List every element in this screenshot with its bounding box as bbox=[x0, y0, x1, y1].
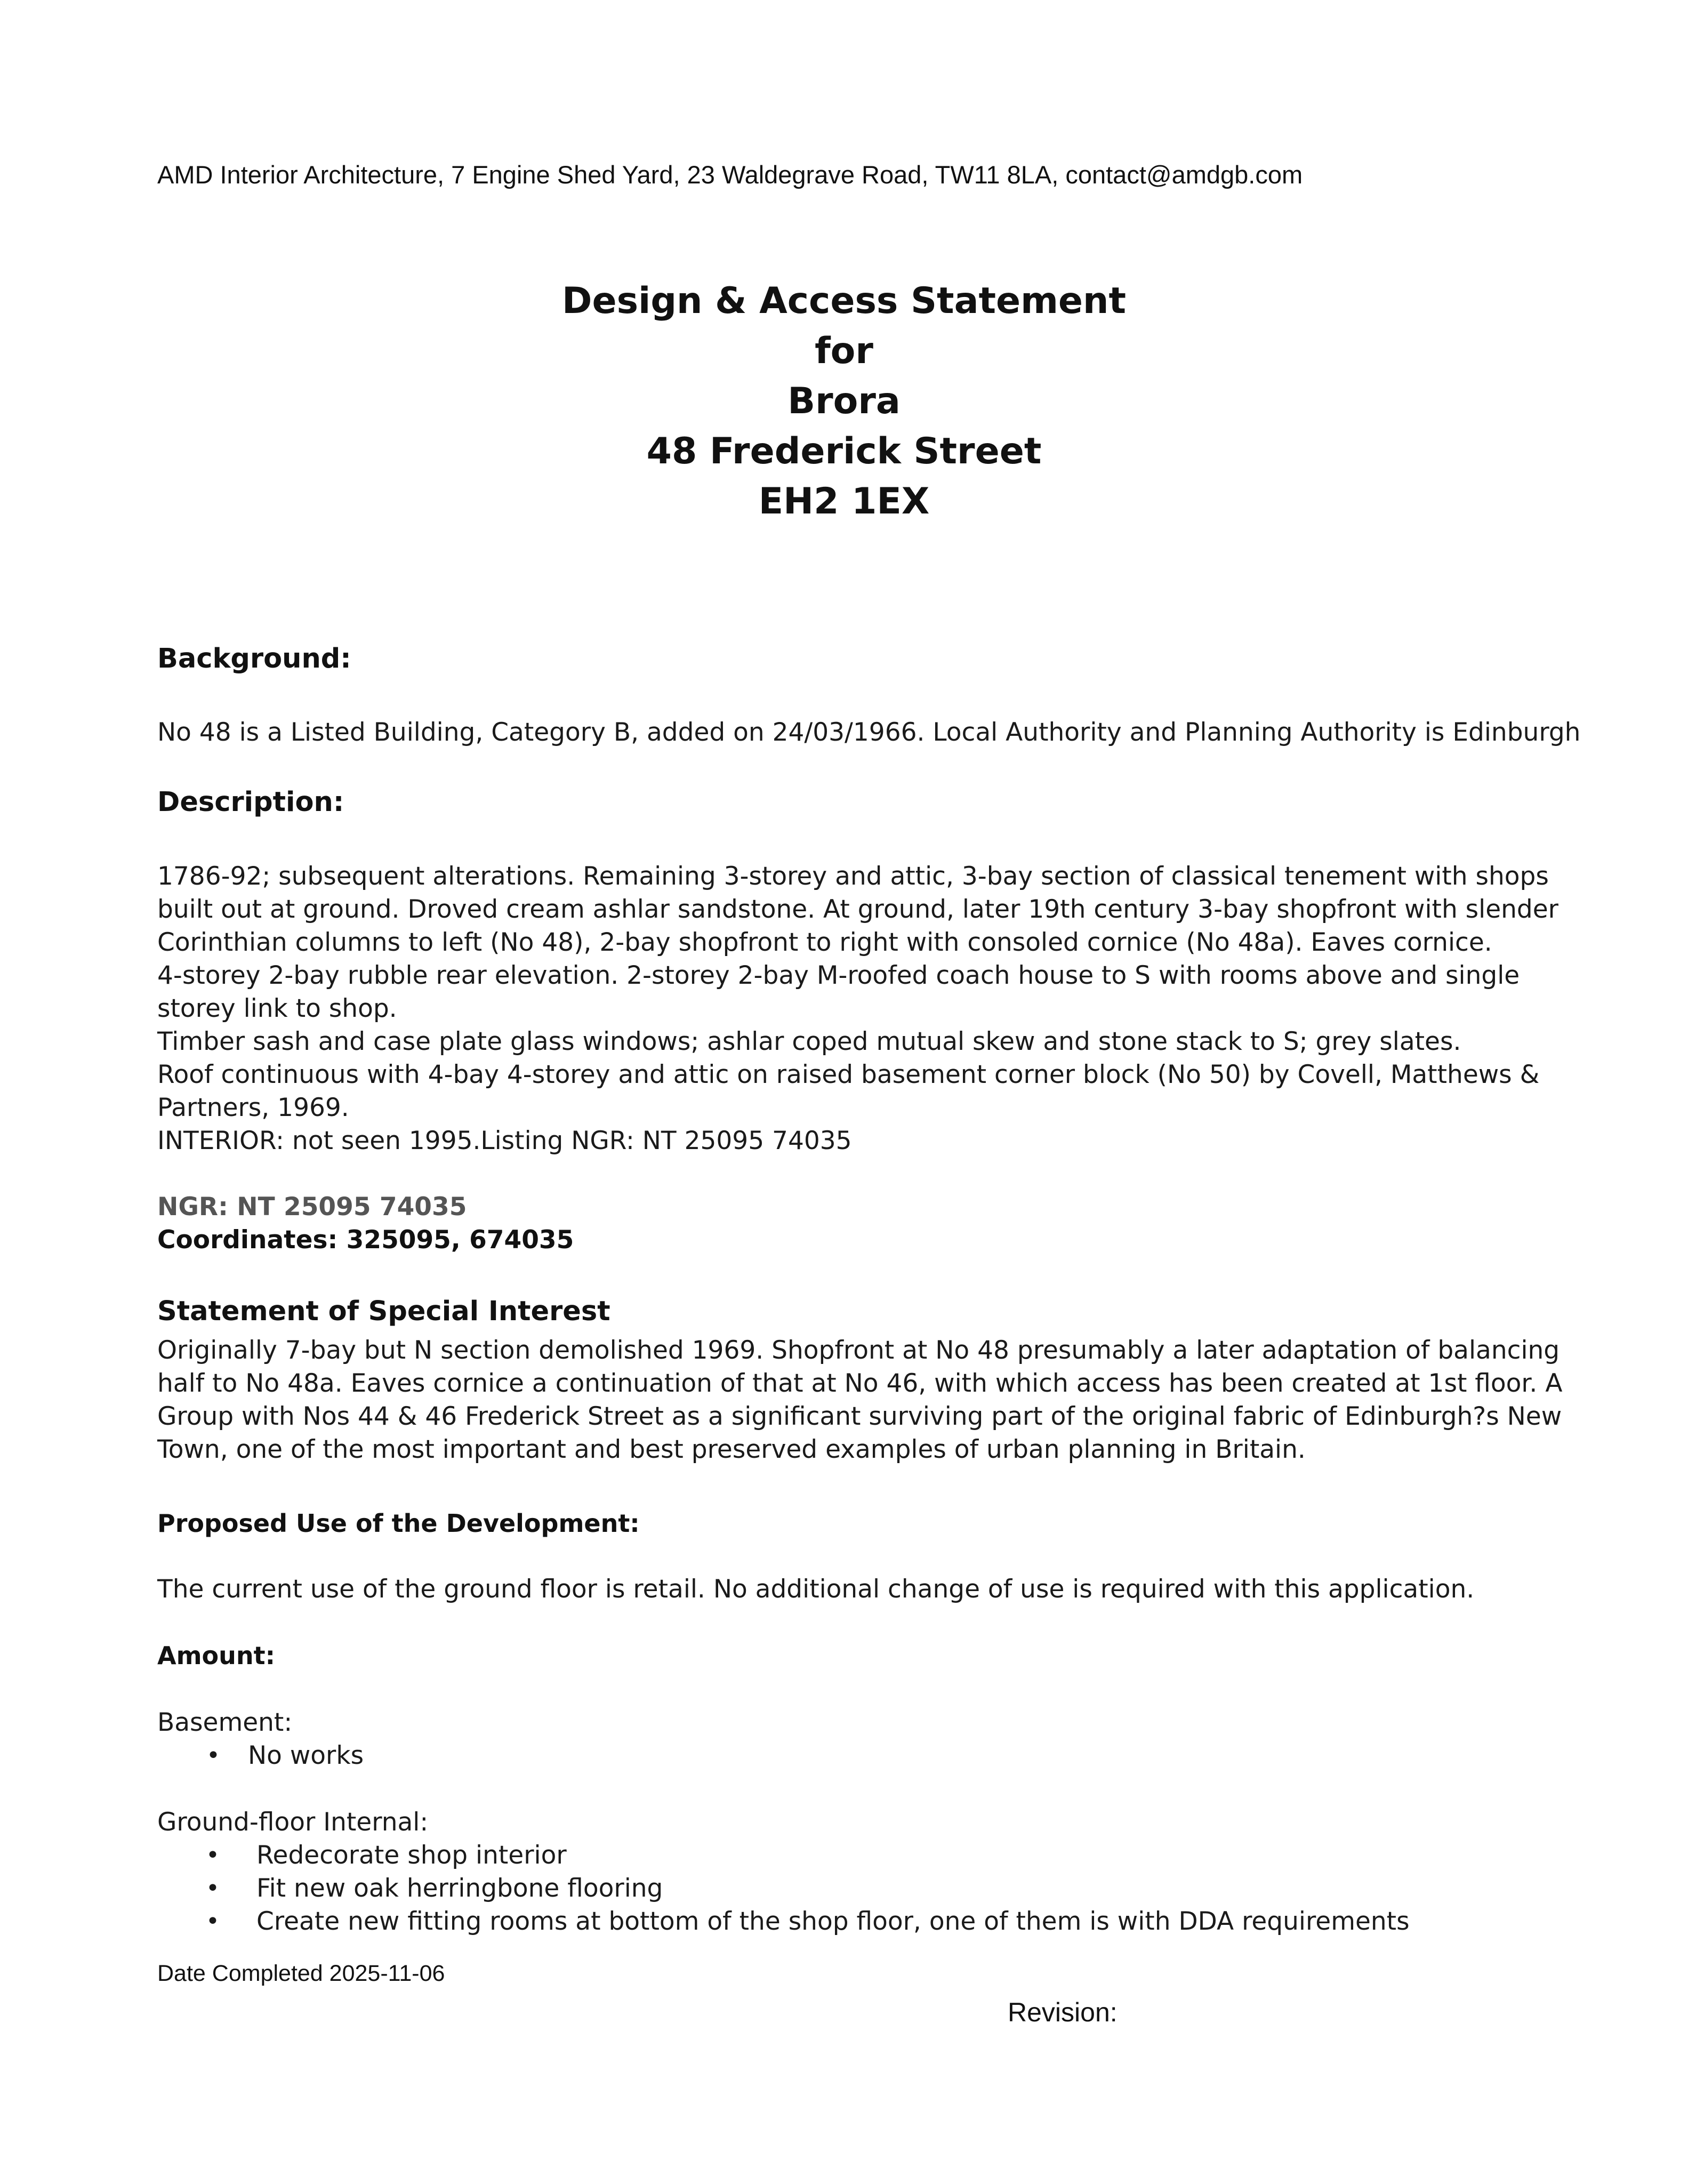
basement-label: Basement: bbox=[157, 1708, 293, 1737]
proposed-use-heading: Proposed Use of the Development: bbox=[157, 1509, 640, 1538]
description-line: Corinthian columns to left (No 48), 2-bay shopfront to right with consoled cornice (No 48a). Eaves cornice. bbox=[157, 928, 1492, 957]
ngr-reference: NGR: NT 25095 74035 bbox=[157, 1192, 467, 1222]
title-line-postcode: EH2 1EX bbox=[758, 480, 930, 523]
background-heading: Background: bbox=[157, 643, 351, 675]
bullet-icon: • bbox=[206, 1875, 220, 1902]
description-line: Partners, 1969. bbox=[157, 1093, 349, 1122]
title-line-for: for bbox=[815, 330, 873, 372]
ground-floor-label: Ground-floor Internal: bbox=[157, 1808, 429, 1837]
description-heading: Description: bbox=[157, 786, 344, 818]
description-line: Timber sash and case plate glass windows; ashlar coped mutual skew and stone stack to S; grey slates. bbox=[157, 1027, 1461, 1056]
list-item-text: Create new fitting rooms at bottom of the shop floor, one of them is with DDA requirements bbox=[256, 1907, 1410, 1936]
basement-works-list bbox=[206, 1739, 364, 1772]
list-item bbox=[206, 1839, 1410, 1872]
list-item bbox=[206, 1872, 1410, 1905]
special-interest-line: Town, one of the most important and best preserved examples of urban planning in Britain. bbox=[157, 1435, 1306, 1464]
proposed-use-text: The current use of the ground floor is retail. No additional change of use is required with this application. bbox=[157, 1575, 1475, 1604]
special-interest-body bbox=[157, 1334, 1562, 1466]
ground-floor-works-list bbox=[206, 1839, 1410, 1938]
title-line-shop-name: Brora bbox=[787, 380, 901, 422]
description-line: storey link to shop. bbox=[157, 994, 397, 1023]
special-interest-line: half to No 48a. Eaves cornice a continuation of that at No 46, with which access has been created at 1st floor. A bbox=[157, 1369, 1563, 1398]
description-body bbox=[157, 860, 1558, 1158]
description-line: Roof continuous with 4-bay 4-storey and attic on raised basement corner block (No 50) by Covell, Matthews & bbox=[157, 1060, 1540, 1089]
date-completed: Date Completed 2025-11-06 bbox=[157, 1961, 445, 1986]
background-text: No 48 is a Listed Building, Category B, added on 24/03/1966. Local Authority and Planning Authority is Edinburgh bbox=[157, 718, 1581, 747]
list-item bbox=[206, 1905, 1410, 1938]
title-line-statement: Design & Access Statement bbox=[562, 280, 1126, 322]
list-item-text: Fit new oak herringbone flooring bbox=[256, 1874, 663, 1903]
bullet-icon: • bbox=[206, 1908, 220, 1935]
list-item-text: No works bbox=[248, 1741, 364, 1770]
coordinates: Coordinates: 325095, 674035 bbox=[157, 1225, 574, 1255]
description-line: 4-storey 2-bay rubble rear elevation. 2-storey 2-bay M-roofed coach house to S with rooms above and single bbox=[157, 961, 1520, 990]
document-title bbox=[0, 276, 1688, 527]
special-interest-line: Group with Nos 44 & 46 Frederick Street as a significant surviving part of the original fabric of Edinburgh?s New bbox=[157, 1402, 1562, 1431]
bullet-icon: • bbox=[206, 1742, 220, 1769]
title-line-street: 48 Frederick Street bbox=[646, 430, 1042, 472]
description-line: built out at ground. Droved cream ashlar sandstone. At ground, later 19th century 3-bay shopfront with slender bbox=[157, 895, 1559, 924]
amount-heading: Amount: bbox=[157, 1641, 276, 1670]
special-interest-heading: Statement of Special Interest bbox=[157, 1296, 610, 1327]
list-item-text: Redecorate shop interior bbox=[256, 1841, 567, 1870]
list-item bbox=[206, 1739, 364, 1772]
revision-label: Revision: bbox=[1008, 1997, 1118, 2027]
special-interest-line: Originally 7-bay but N section demolished 1969. Shopfront at No 48 presumably a later adaptation of balancing bbox=[157, 1336, 1560, 1365]
bullet-icon: • bbox=[206, 1842, 220, 1869]
description-line: INTERIOR: not seen 1995.Listing NGR: NT 25095 74035 bbox=[157, 1126, 852, 1155]
description-line: 1786-92; subsequent alterations. Remaining 3-storey and attic, 3-bay section of classical tenement with shops bbox=[157, 862, 1549, 891]
company-address-header: AMD Interior Architecture, 7 Engine Shed Yard, 23 Waldegrave Road, TW11 8LA, contact@amdgb.com bbox=[157, 160, 1303, 189]
